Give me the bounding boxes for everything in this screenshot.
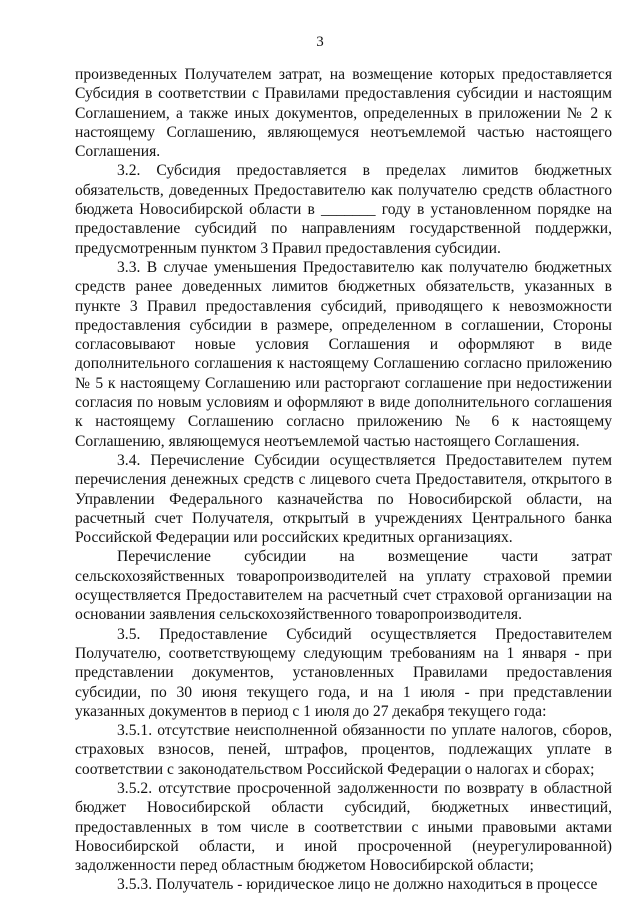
document-body bbox=[75, 65, 612, 895]
paragraph-3-5-2: 3.5.2. отсутствие просроченной задолженности по возврату в областной бюджет Новосибирской области субсидий, бюджетных инвестиций, предоставленных в том числе в соответствии с иными правовыми актами Новосибирской области, и иной просроченной (неурегулированной) задолженности перед областным бюджетом Новосибирской области; bbox=[75, 779, 612, 875]
paragraph-insurance-transfer: Перечисление субсидии на возмещение части затрат сельскохозяйственных товаропроизводителей на уплату страховой премии осуществляется Предоставителем на расчетный счет страховой организации на основании заявления сельскохозяйственного товаропроизводителя. bbox=[75, 548, 612, 624]
paragraph-3-5: 3.5. Предоставление Субсидий осуществляется Предоставителем Получателю, соответствующему следующим требованиям на 1 января - при представлении документов, установленных Правилами предоставления субсидии, по 30 июня текущего года, и на 1 июля - при представлении указанных документов в период с 1 июля до 27 декабря текущего года: bbox=[75, 625, 612, 720]
paragraph-3-2: 3.2. Субсидия предоставляется в пределах лимитов бюджетных обязательств, доведенных Предоставителю как получателю средств областного бюджета Новосибирской области в _______ году в установленном порядке на предоставление субсидий по направлениям государственной поддержки, предусмотренным пунктом 3 Правил предоставления субсидии. bbox=[75, 162, 612, 257]
paragraph-3-4: 3.4. Перечисление Субсидии осуществляется Предоставителем путем перечисления денежных средств с лицевого счета Предоставителя, открытого в Управлении Федерального казначейства по Новосибирской области, на расчетный счет Получателя, открытый в учреждениях Центрального банка Российской Федерации или российских кредитных организациях. bbox=[75, 451, 612, 547]
paragraph-3-3: 3.3. В случае уменьшения Предоставителю как получателю бюджетных средств ранее доведенных лимитов бюджетных обязательств, указанных в пункте 3 Правил предоставления субсидий, приводящего к невозможности предоставления субсидии в размере, определенном в соглашении, Стороны согласовывают новые условия Соглашения и оформляют в виде дополнительного соглашения к настоящему Соглашению согласно приложению № 5 к настоящему Соглашению или расторгают соглашение при недостижении согласия по новым условиям и оформляют в виде дополнительного соглашения к настоящему Соглашению согласно приложению № 6 к настоящему Соглашению, являющемуся неотъемлемой частью настоящего Соглашения. bbox=[75, 258, 612, 450]
paragraph-3-5-1: 3.5.1. отсутствие неисполненной обязанности по уплате налогов, сборов, страховых взносов, пеней, штрафов, процентов, подлежащих уплате в соответствии с законодательством Российской Федерации о налогах и сборах; bbox=[75, 722, 612, 778]
paragraph-3-5-3: 3.5.3. Получатель - юридическое лицо не должно находиться в процессе bbox=[117, 876, 598, 894]
paragraph-continuation: произведенных Получателем затрат, на возмещение которых предоставляется Субсидия в соответствии с Правилами предоставления субсидии и настоящим Соглашением, а также иных документов, определенных в приложении № 2 к настоящему Соглашению, являющемуся неотъемлемой частью настоящего Соглашения. bbox=[75, 66, 612, 161]
page-number: 3 bbox=[316, 34, 324, 50]
